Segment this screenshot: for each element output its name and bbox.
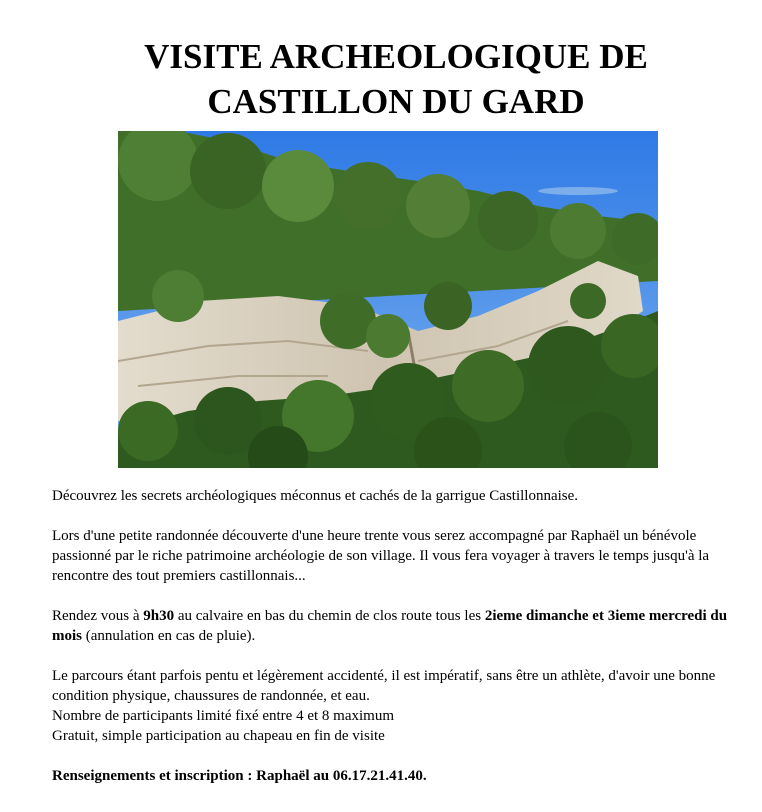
meeting-text-1: Rendez vous à (52, 608, 144, 624)
walk-paragraph: Lors d'une petite randonnée découverte d'une heure trente vous serez accompagné par Raphaël un bénévole passionné par le riche patrimoine archéologie de son village. Il vous fera voyager à travers le temps jusqu'à la rencontre des tout premiers castillonnais... (52, 528, 710, 584)
title-line-2: CASTILLON DU GARD (207, 82, 585, 121)
contact-text: Renseignements et inscription : Raphaël au 06.17.21.41.40. (52, 768, 427, 784)
intro-paragraph: Découvrez les secrets archéologiques méconnus et cachés de la garrigue Castillonnaise. (52, 488, 579, 504)
meeting-days: 2ieme dimanche et 3ieme mercredi du mois (52, 608, 728, 644)
description-body (52, 486, 752, 806)
meeting-text-3: (annulation en cas de pluie). (82, 628, 256, 644)
page-title (0, 34, 762, 124)
cliff-landscape-photo (118, 131, 658, 468)
conditions-paragraph: Le parcours étant parfois pentu et légèrement accidenté, il est impératif, sans être un athlète, d'avoir une bonne condition physique, chaussures de randonnée, et eau. (52, 668, 716, 704)
meeting-time: 9h30 (143, 608, 175, 624)
participants-line: Nombre de participants limité fixé entre 4 et 8 maximum (52, 708, 394, 724)
contact-line (52, 766, 752, 786)
price-line: Gratuit, simple participation au chapeau en fin de visite (52, 728, 385, 744)
meeting-text-2: au calvaire en bas du chemin de clos route tous les (174, 608, 485, 624)
title-line-1: VISITE ARCHEOLOGIQUE DE (144, 37, 648, 76)
cliff-landscape-illustration (118, 131, 658, 468)
meeting-paragraph (52, 606, 752, 646)
